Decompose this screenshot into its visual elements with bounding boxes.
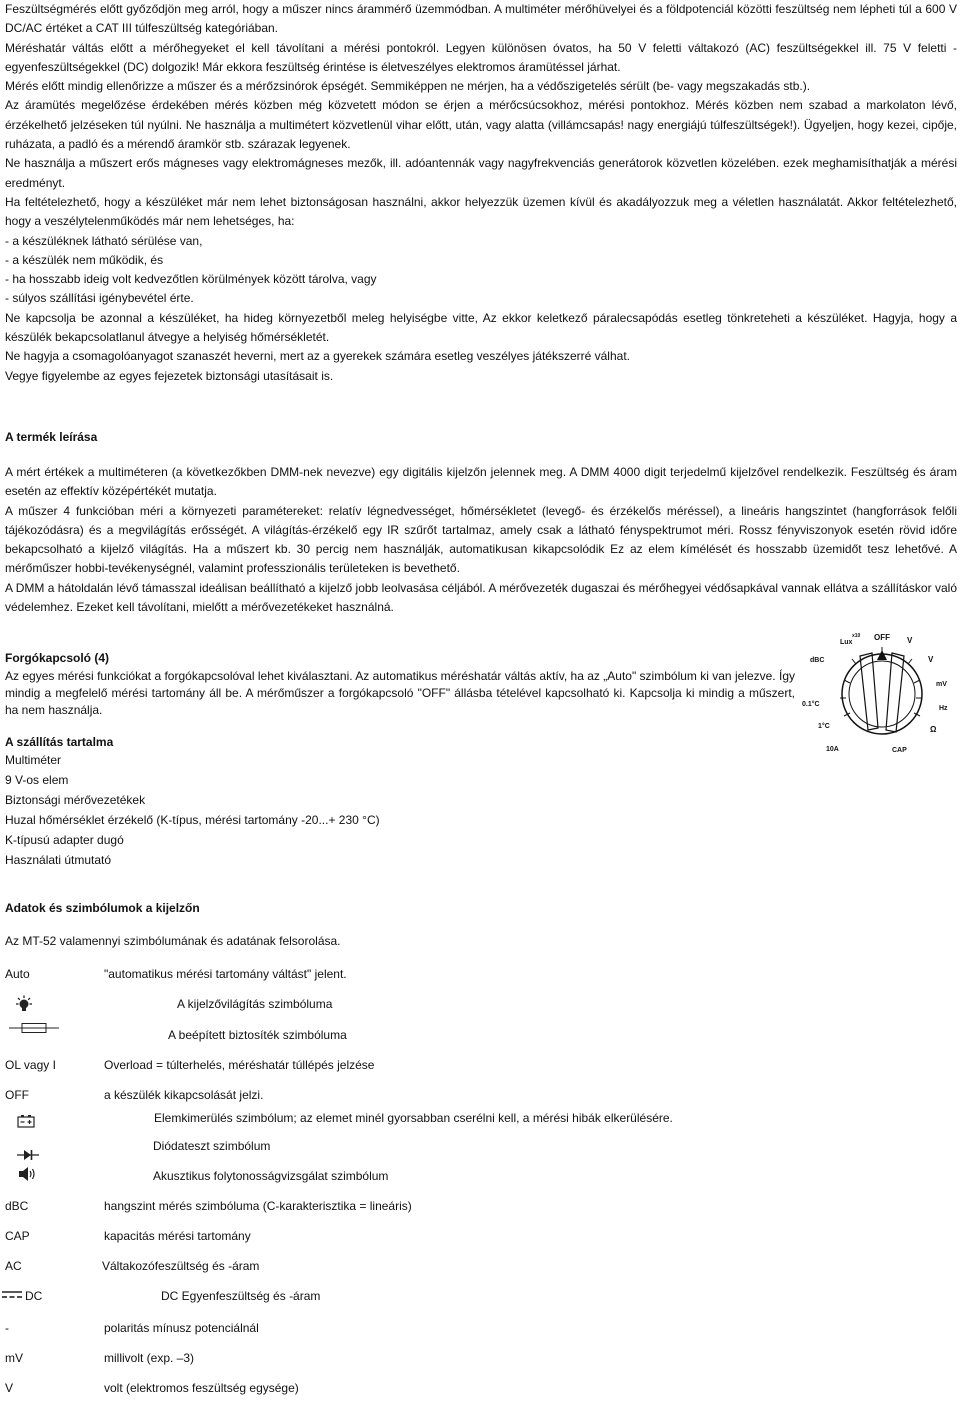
symbol-description: "automatikus mérési tartomány váltást" jelent. bbox=[104, 967, 347, 981]
dial-label-cap: CAP bbox=[892, 747, 907, 754]
symbols-heading: Adatok és szimbólumok a kijelzőn bbox=[5, 901, 200, 915]
rotary-text: Az egyes mérési funkciókat a forgókapcsolóval lehet kiválasztani. Az automatikus méréshatár váltás aktív, ha az „Auto" szimbólum ki van jelezve. Így mindig a megfelelő mérési tartomány áll be. A mérőműszer a forgókapcsoló "OFF" állásba tételével kapcsolható ki. Kapcsolja ki mindig a műszert, ha nem használja. bbox=[5, 669, 795, 717]
safety-list-item: - a készüléknek látható sérülése van, bbox=[5, 233, 203, 248]
safety-paragraph-7: Ne kapcsolja be azonnal a készüléket, ha hideg környezetből meleg helyiségbe vitte, Az ekkor keletkező páralecsapódás esetleg tönkreteheti a készüléket. Hagyja, hogy a készülék bekapcsolatlanul átvegye a helyiség hőmérsékletét. bbox=[5, 310, 957, 345]
symbol-label: AC bbox=[5, 1259, 22, 1273]
symbol-label: OL vagy I bbox=[5, 1058, 56, 1072]
delivery-item: Biztonsági mérővezetékek bbox=[5, 793, 146, 807]
dial-label-ohm: Ω bbox=[930, 725, 937, 734]
battery-icon bbox=[17, 1115, 35, 1128]
delivery-item: Huzal hőmérséklet érzékelő (K-típus, mérési tartomány -20...+ 230 °C) bbox=[5, 813, 380, 827]
safety-list-item: - ha hosszabb ideig volt kedvezőtlen körülmények között tárolva, vagy bbox=[5, 272, 377, 287]
product-paragraph-2: A műszer 4 funkcióban méri a környezeti paramétereket: relatív légnedvességet, hőmérsékletet (levegő- és érzékelős méréssel), a lineáris hangszintet (hangforrások felőli tájékozódásra) és a megvilágítás erősségét. A világítás-érzékelő egy IR szűrőt tartalmaz, amely csak a látható fényspektrumot méri. Rossz fényviszonyok esetén rövid időre bekapcsolható a kijelző világítás. Ha a műszert kb. 30 percig nem használják, automatikusan kikapcsolódik Ez az elem kímélését és hosszabb üzemidőt tesz lehetővé. A mérőműszer hobbi-tevékenységnél, valamint professzionális területeken is bevethető. bbox=[5, 503, 957, 576]
safety-paragraph-5: Ne használja a műszert erős mágneses vagy elektromágneses mezők, ill. adóantennák vagy nagyfrekvenciás generátorok közvetlen közelében. ezek meghamisíthatják a mérési eredményt. bbox=[5, 156, 957, 190]
product-heading: A termék leírása bbox=[5, 430, 98, 444]
dial-label-10a: 10A bbox=[826, 746, 839, 753]
dial-label-mv: mV bbox=[936, 681, 947, 688]
dc-icon bbox=[2, 1290, 22, 1300]
safety-paragraph-4: Az áramütés megelőzése érdekében mérés közben még közvetett módon se érjen a mérőcsúcsokhoz, mérési pontokhoz. Mérés közben nem szabad a markolaton lévő, érzékelhető jelzéseken túl nyúlni. Ne használja a multimétert közvetlenül vihar előtt, után, vagy alatta (villámcsapás! nagy energiájú túlfeszültségek!). Ügyeljen, hogy kezei, cipője, ruházata, a padló és a mérendő áramkör stb. szárazak legyenek. bbox=[5, 98, 957, 152]
symbol-row-auto bbox=[5, 967, 955, 989]
symbol-description: Váltakozófeszültség és -áram bbox=[102, 1259, 260, 1273]
symbol-row-ac bbox=[5, 1259, 955, 1281]
safety-paragraph-1: Feszültségmérés előtt győződjön meg arról, hogy a műszer nincs árammérő üzemmódban. A multiméter mérőhüvelyei és a földpotenciál közötti feszültség nem lépheti túl a 600 V DC/AC értéket a CAT III túlfeszültség kategóriában. bbox=[5, 2, 957, 36]
symbol-row-backlight bbox=[5, 997, 955, 1019]
symbol-description: Elemkimerülés szimbólum; az elemet minél gyorsabban cserélni kell, a mérési hibák elkerülésére. bbox=[154, 1111, 673, 1125]
symbol-description: A kijelzővilágítás szimbóluma bbox=[177, 997, 333, 1011]
dial-label-off: OFF bbox=[874, 633, 890, 642]
dial-label-v-ac: V bbox=[928, 655, 934, 664]
symbol-row-diode bbox=[5, 1139, 955, 1161]
continuity-icon bbox=[17, 1166, 37, 1182]
dial-label-temp-coarse: 1°C bbox=[818, 723, 830, 730]
dial-label-dbc: dBC bbox=[810, 657, 825, 664]
delivery-item: K-típusú adapter dugó bbox=[5, 833, 124, 847]
symbol-description: volt (elektromos feszültség egysége) bbox=[104, 1381, 299, 1395]
rotary-heading: Forgókapcsoló (4) bbox=[5, 651, 110, 665]
symbol-label: V bbox=[5, 1381, 14, 1395]
symbol-description: A beépített biztosíték szimbóluma bbox=[168, 1028, 347, 1042]
safety-paragraph-6: Ha feltételezhető, hogy a készüléket már nem lehet biztonságosan használni, akkor helyezzük üzemen kívül és akadályozzuk meg a véletlen használatát. Akkor feltételezhető, hogy a veszélytelenműködés már nem lehetséges, ha: bbox=[5, 194, 957, 229]
symbol-label: CAP bbox=[5, 1229, 30, 1243]
dial-label-lux: Lux bbox=[840, 639, 853, 646]
dial-label-hz: Hz bbox=[939, 705, 948, 712]
delivery-item: Multiméter bbox=[5, 753, 62, 767]
symbol-label: DC bbox=[25, 1289, 43, 1303]
delivery-item: Használati útmutató bbox=[5, 853, 112, 867]
dial-label-temp-fine: 0.1°C bbox=[802, 701, 820, 708]
product-paragraph-3: A DMM a hátoldalán lévő támasszal ideálisan beállítható a kijelző jobb leolvasása céljából. A mérővezeték dugaszai és mérőhegyei védősapkával vannak ellátva a szállításkor való védelemhez. Ezeket kell távolítani, mielőtt a mérővezetékeket használná. bbox=[5, 580, 957, 615]
safety-list-item: - a készülék nem működik, és bbox=[5, 252, 164, 267]
symbol-row-fuse bbox=[5, 1028, 955, 1050]
symbol-row-dbc bbox=[5, 1199, 955, 1221]
symbol-description: polaritás mínusz potenciálnál bbox=[104, 1321, 259, 1335]
symbol-description: millivolt (exp. –3) bbox=[104, 1351, 195, 1365]
symbol-label: OFF bbox=[5, 1088, 29, 1102]
symbol-row-continuity bbox=[5, 1169, 955, 1191]
safety-list-item: - súlyos szállítási igénybevétel érte. bbox=[5, 291, 194, 306]
symbol-description: Overload = túlterhelés, méréshatár túllépés jelzése bbox=[104, 1058, 375, 1072]
safety-paragraph-8: Ne hagyja a csomagolóanyagot szanaszét heverni, mert az a gyerekek számára esetleg veszélyes játékszerré válhat. bbox=[5, 349, 630, 364]
symbol-row-off bbox=[5, 1088, 955, 1110]
safety-paragraph-2: Méréshatár váltás előtt a mérőhegyeket el kell távolítani a mérési pontokról. Legyen különösen óvatos, ha 50 V feletti váltakozó (AC) feszültségekkel ill. 75 V feletti - egyenfeszültségekkel (DC) dolgozik! Már ekkora feszültség érintése is életveszélyes elektromos áramütéssel járhat. bbox=[5, 40, 957, 74]
symbol-label: mV bbox=[5, 1351, 23, 1365]
lamp-icon bbox=[13, 995, 35, 1015]
safety-paragraph-3: Mérés előtt mindig ellenőrizze a műszer és a mérőzsinórok épségét. Semmiképpen ne mérjen, ha a védőszigetelés sérült (be- vagy megszakadás stb.). bbox=[5, 79, 811, 94]
rotary-switch-illustration bbox=[800, 628, 960, 758]
symbol-description: Akusztikus folytonosságvizsgálat szimbólum bbox=[153, 1169, 389, 1183]
symbol-description: a készülék kikapcsolását jelzi. bbox=[104, 1088, 264, 1102]
symbols-intro: Az MT-52 valamennyi szimbólumának és adatának felsorolása. bbox=[5, 934, 341, 948]
symbol-label: - bbox=[5, 1321, 9, 1335]
symbol-description: hangszint mérés szimbóluma (C-karakterisztika = lineáris) bbox=[104, 1199, 412, 1213]
symbol-row-cap bbox=[5, 1229, 955, 1251]
safety-paragraph-9: Vegye figyelembe az egyes fejezetek biztonsági utasításait is. bbox=[5, 368, 334, 383]
delivery-heading: A szállítás tartalma bbox=[5, 735, 114, 749]
fuse-icon bbox=[9, 1022, 59, 1034]
symbol-description: DC Egyenfeszültség és -áram bbox=[161, 1289, 321, 1303]
symbol-row-minus bbox=[5, 1321, 955, 1343]
dial-label-x10: x10 bbox=[852, 633, 861, 639]
delivery-item: 9 V-os elem bbox=[5, 773, 69, 787]
symbol-label: Auto bbox=[5, 967, 30, 981]
symbol-description: kapacitás mérési tartomány bbox=[104, 1229, 251, 1243]
symbol-label: dBC bbox=[5, 1199, 29, 1213]
symbol-description: Diódateszt szimbólum bbox=[153, 1139, 271, 1153]
product-paragraph-1: A mért értékek a multiméteren (a következőkben DMM-nek nevezve) egy digitális kijelzőn jelennek meg. A DMM 4000 digit terjedelmű kijelzővel rendelkezik. Feszültség és áram esetén az effektív középértékét mutatja. bbox=[5, 465, 957, 499]
symbol-row-dc bbox=[5, 1289, 955, 1311]
symbol-row-overload bbox=[5, 1058, 955, 1080]
diode-icon bbox=[17, 1149, 39, 1161]
safety-section bbox=[5, 0, 957, 386]
symbol-row-mv bbox=[5, 1351, 955, 1373]
dial-label-v-dc: V bbox=[907, 636, 913, 645]
product-section bbox=[5, 463, 957, 617]
symbol-row-battery bbox=[5, 1111, 955, 1133]
